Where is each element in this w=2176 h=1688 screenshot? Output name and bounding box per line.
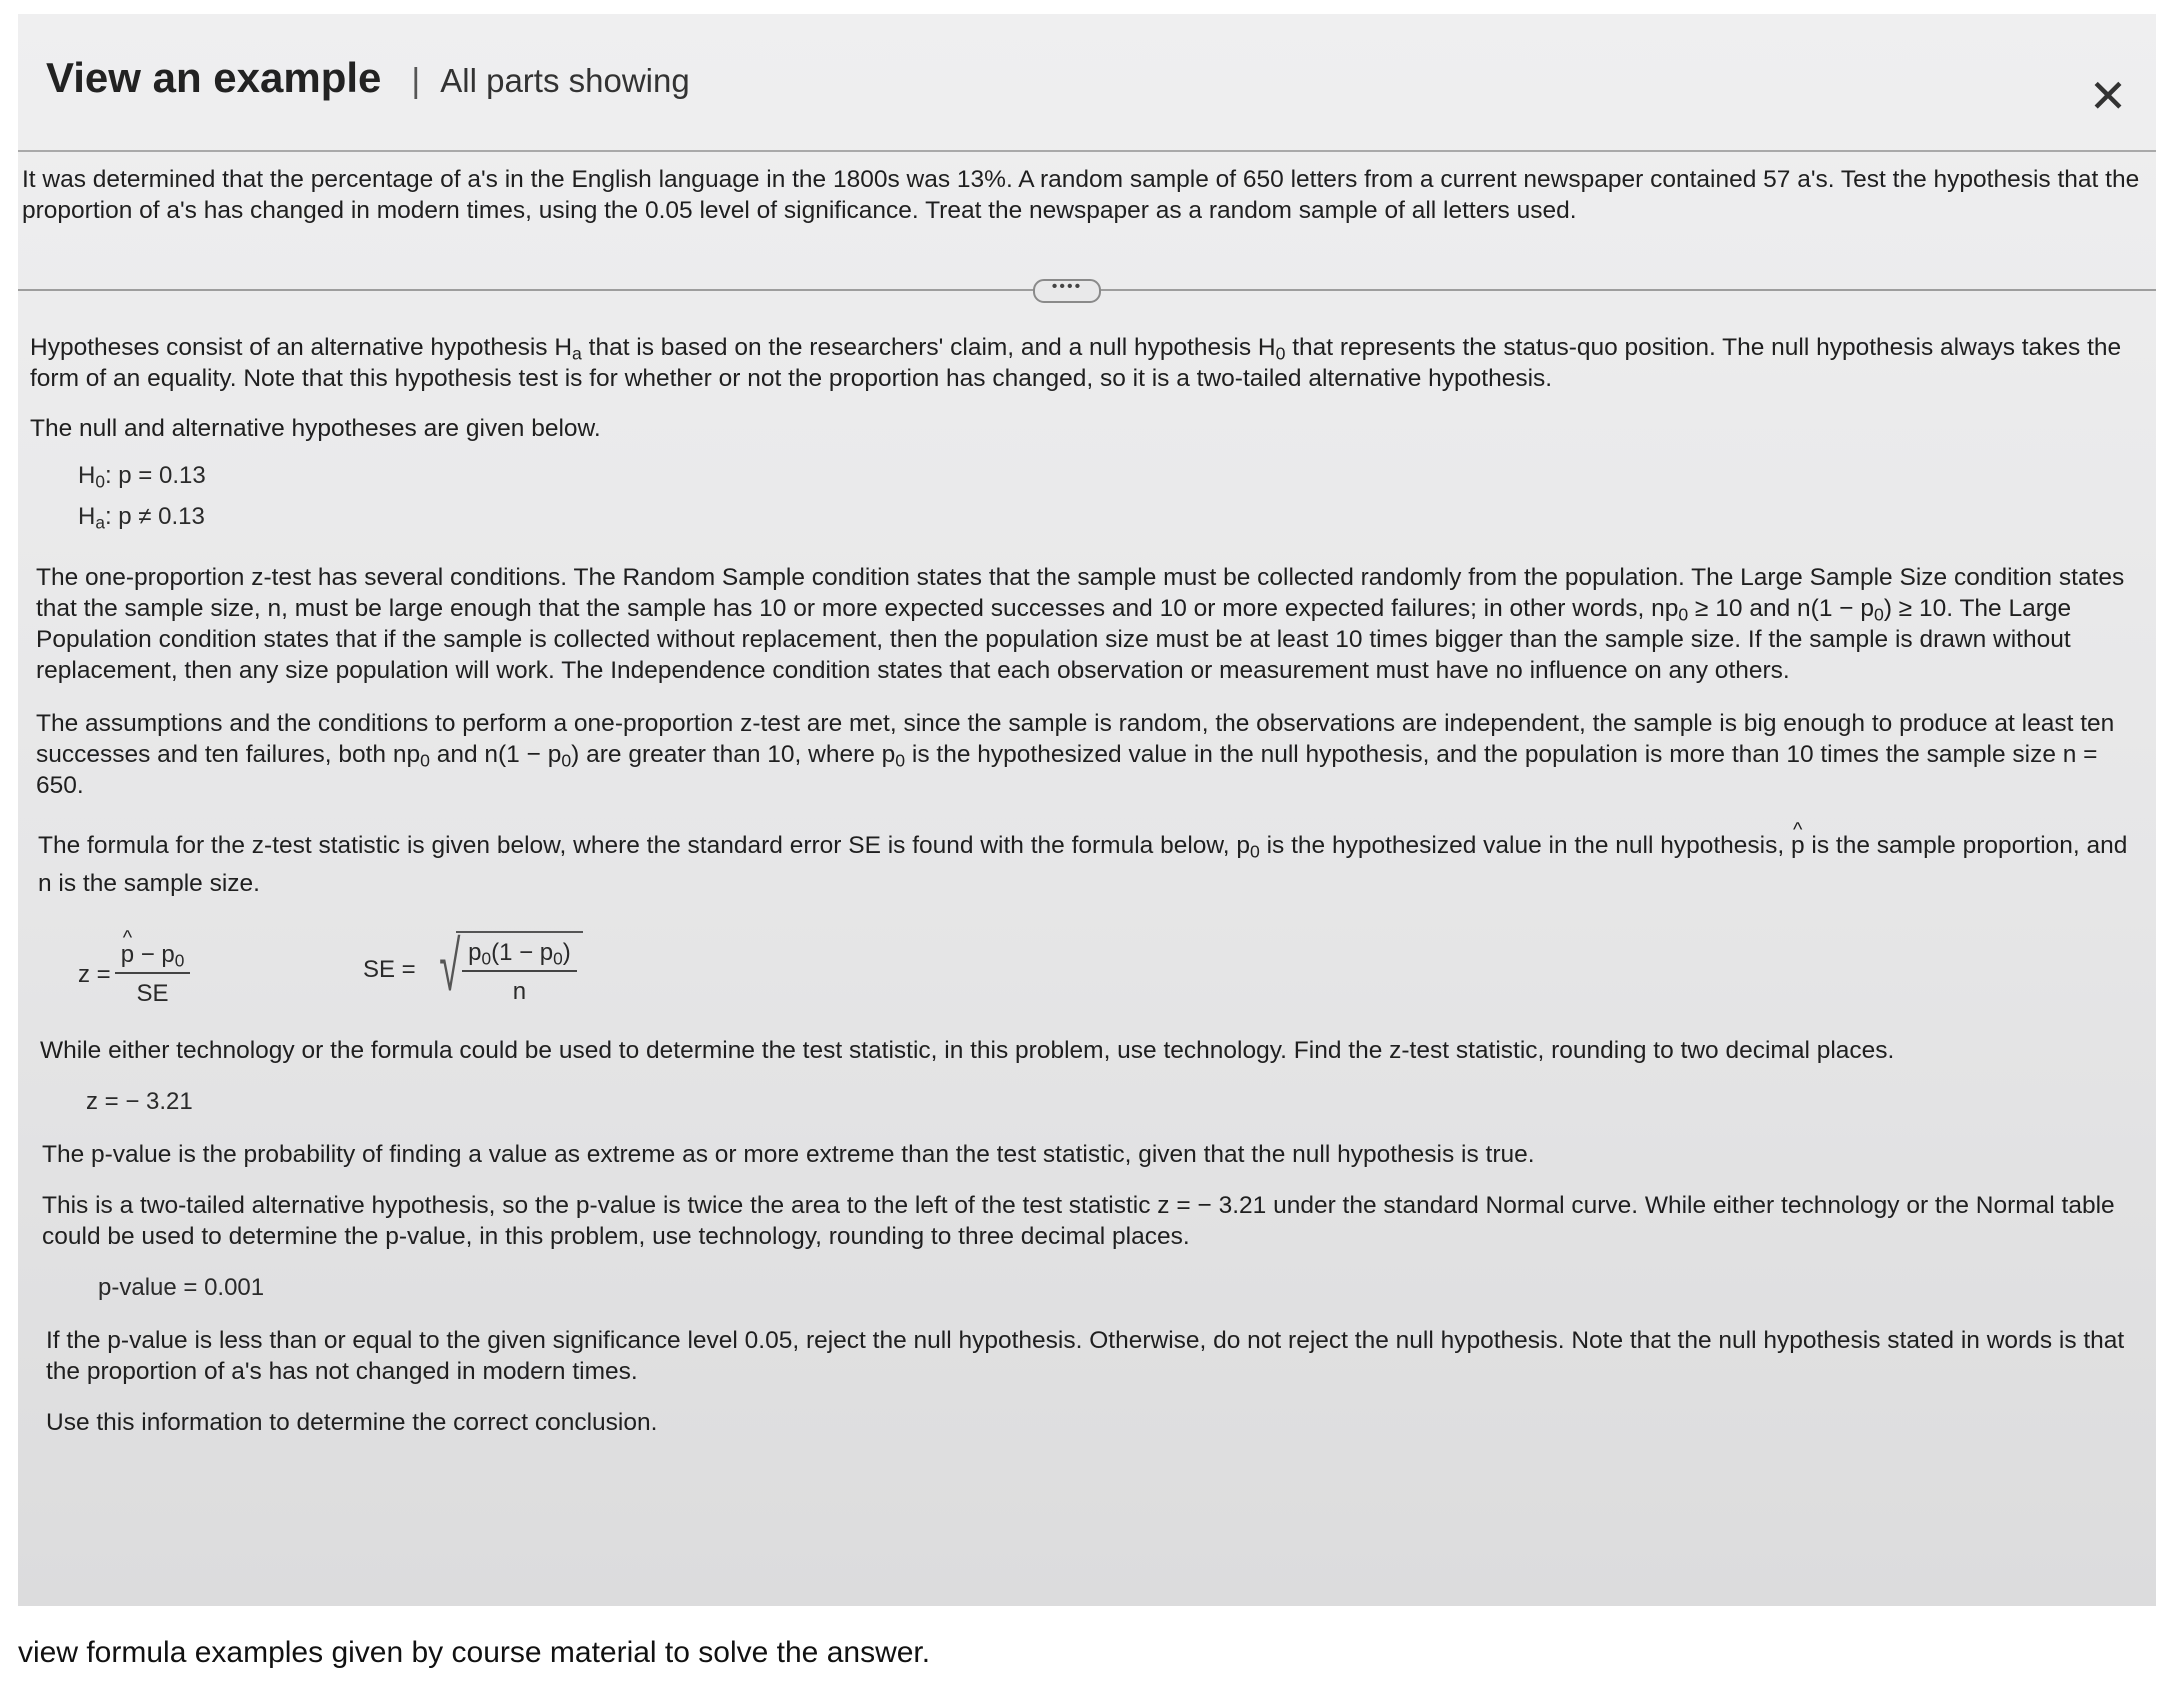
p-hat: ^ p <box>121 939 134 970</box>
text: is the hypothesized value in the null hypothesis, <box>1259 832 1791 859</box>
text: ) ≥ 10. The Large Population condition states that if the sample is collected without replacement, then the population size must be at least 10 times bigger than the sample size. If the sample is drawn without replacement, then any size population will work. The Independence condition states that each observation or measurement must have no influence on any others. <box>36 595 2072 684</box>
subscript: a <box>572 343 582 364</box>
se-denominator: n <box>512 978 527 1005</box>
two-tailed-paragraph: This is a two-tailed alternative hypothesis, so the p-value is twice the area to the left of the test statistic z = − 3.21 under the standard Normal curve. While either technology or the Normal table could be used to determine the p-value, in this problem, use technology, rounding to three decimal places. <box>42 1192 2115 1250</box>
subscript: 0 <box>481 948 492 969</box>
se-formula <box>363 927 583 1007</box>
hypotheses-intro <box>30 332 2140 394</box>
formula-paragraph <box>38 827 2138 903</box>
panel-header <box>46 54 690 124</box>
text: p <box>468 939 482 966</box>
subscript: 0 <box>95 471 105 492</box>
conditions-paragraph <box>36 562 2136 686</box>
solution-content <box>26 332 2146 1438</box>
text: H <box>78 503 96 530</box>
subscript: 0 <box>1678 604 1689 625</box>
panel-title: View an example <box>46 54 382 101</box>
se-numerator <box>462 937 577 972</box>
p-hat: ^ p <box>1791 827 1805 865</box>
radical-icon: √ <box>438 927 461 1005</box>
text: : p ≠ 0.13 <box>104 503 205 530</box>
text: is the sample proportion, and n is the sample size. <box>38 832 2128 897</box>
text: The one-proportion z-test has several conditions. The Random Sample condition states that the sample must be collected randomly from the population. The Large Sample Size condition states that the sample size, n, must be large enough that the sample has 10 or more expected successes and 10 or more expected failures; in other words, np <box>36 564 2125 622</box>
subscript: 0 <box>1249 841 1260 862</box>
text: is the hypothesized value in the null hypothesis, and the population is more than 10 times the sample size n = 650. <box>36 741 2098 799</box>
problem-statement: It was determined that the percentage of a's in the English language in the 1800s was 13%. A random sample of 650 letters from a current newspaper contained 57 a's. Test the hypothesis that the proportion of a's has changed in modern times, using the 0.05 level of significance. Treat the newspaper as a random sample of all letters used. <box>22 166 2140 224</box>
technology-paragraph: While either technology or the formula could be used to determine the test statistic, in this problem, use technology. Find the z-test statistic, rounding to two decimal places. <box>40 1037 1895 1064</box>
caption-text: view formula examples given by course material to solve the answer. <box>18 1636 931 1669</box>
hypotheses-given: The null and alternative hypotheses are given below. <box>30 415 601 442</box>
subscript: 0 <box>1874 604 1884 625</box>
z-fraction <box>115 939 191 1009</box>
z-statistic-value: z = − 3.21 <box>86 1088 193 1115</box>
all-parts-showing-label: All parts showing <box>440 62 690 99</box>
text: Hypotheses consist of an alternative hypothesis H <box>30 334 573 361</box>
assumptions-paragraph <box>36 708 2136 801</box>
subscript: a <box>95 512 105 533</box>
text: H <box>78 462 96 489</box>
z-denominator: SE <box>136 980 169 1007</box>
decision-paragraph: If the p-value is less than or equal to the given significance level 0.05, reject the null hypothesis. Otherwise, do not reject the null hypothesis. Note that the null hypothesis stated in words is that the proportion of a's has not changed in modern times. <box>46 1327 2125 1385</box>
null-hypothesis <box>78 460 2146 491</box>
z-formula <box>78 939 190 1009</box>
se-label: SE = <box>363 955 416 983</box>
text: that represents the status-quo position. The null hypothesis always takes the form of an equality. Note that this hypothesis test is for whether or not the proportion has changed, so it is a two-tailed alternative hypothesis. <box>30 334 2122 392</box>
subscript: 0 <box>553 948 563 969</box>
more-options-button[interactable]: •••• <box>1033 279 1101 303</box>
text: ) are greater than 10, where p <box>571 741 896 768</box>
formulas-row <box>78 927 2146 1021</box>
alternative-hypothesis <box>78 501 2146 532</box>
close-icon[interactable]: ✕ <box>2088 70 2128 122</box>
square-root <box>422 927 583 1007</box>
subscript: 0 <box>420 750 430 771</box>
text: and n(1 − p <box>429 741 562 768</box>
text: − p <box>134 941 175 968</box>
subscript: 0 <box>895 750 906 771</box>
z-label: z = <box>78 960 111 988</box>
text: The formula for the z-test statistic is given below, where the standard error SE is found with the formula below, p <box>38 832 1250 859</box>
text: ) <box>562 939 571 966</box>
text: that is based on the researchers' claim, and a null hypothesis H <box>581 334 1276 361</box>
text: : p = 0.13 <box>104 462 206 489</box>
text: ≥ 10 and n(1 − p <box>1688 595 1874 622</box>
se-fraction <box>462 937 577 1007</box>
subscript: 0 <box>174 950 185 971</box>
text: The assumptions and the conditions to perform a one-proportion z-test are met, since the sample is random, the observations are independent, the sample is big enough to produce at least ten successes and ten failures, both np <box>36 710 2115 768</box>
radicand <box>456 931 583 1007</box>
use-info-paragraph: Use this information to determine the correct conclusion. <box>46 1409 658 1436</box>
example-panel <box>18 14 2156 1606</box>
subscript: 0 <box>1275 343 1286 364</box>
pvalue-definition: The p-value is the probability of finding a value as extreme as or more extreme than the test statistic, given that the null hypothesis is true. <box>42 1141 1535 1168</box>
header-divider <box>18 150 2156 152</box>
z-numerator <box>115 939 191 974</box>
text: (1 − p <box>491 939 554 966</box>
pvalue-result: p-value = 0.001 <box>98 1274 265 1301</box>
header-separator: | <box>411 62 421 100</box>
subscript: 0 <box>561 750 572 771</box>
